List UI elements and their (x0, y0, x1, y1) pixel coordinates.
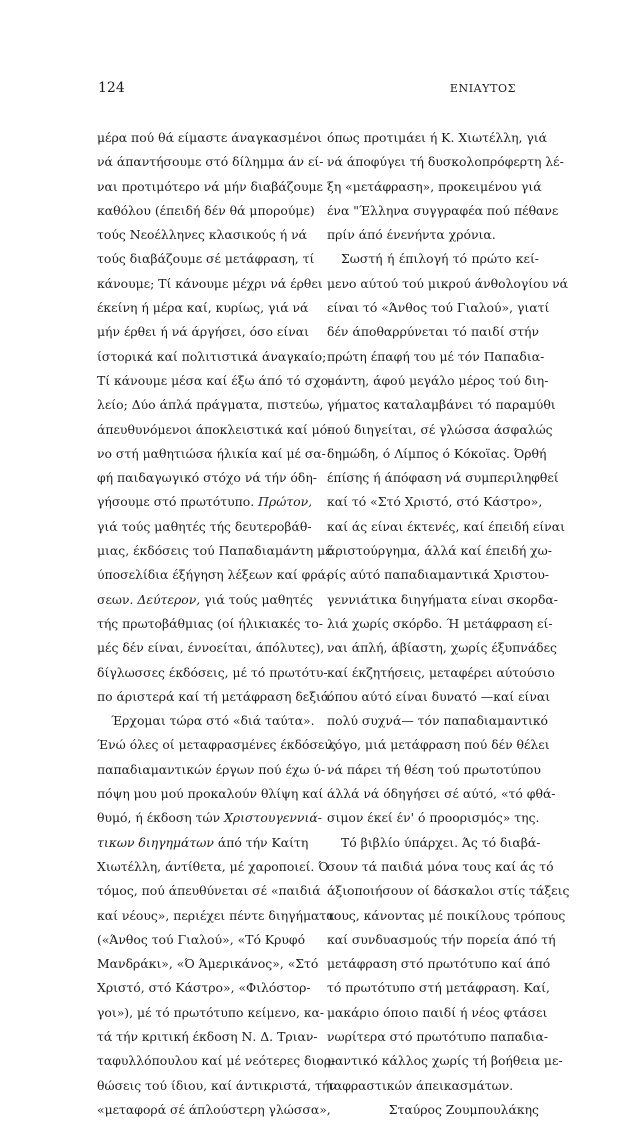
page-number: 124 (98, 80, 125, 96)
text-line: είναι τό «Άνθος τού Γιαλού», γιατί (327, 300, 550, 316)
text-line: σιμον έκεί έν' ό προορισμός» της. (327, 810, 540, 826)
text-line: μενο αύτού τού μικρού άνθολογίου νά (327, 275, 568, 291)
text-line: θυμό, ή έκδοση τών Χριστουγεννιά- (97, 810, 322, 826)
text-line: έκείνη ή μέρα καί, κυρίως, γιά νά (97, 300, 309, 316)
text-line: τικων διηγημάτων άπό τήν Καίτη (97, 834, 309, 850)
text-line: όπου αύτό είναι δυνατό —καί είναι (327, 688, 551, 704)
paragraph (327, 126, 564, 247)
text-line: ταφυλλόπουλου καί μέ νεότερες διορ- (97, 1053, 336, 1069)
text-line: λόγο, μιά μετάφραση πού δέν θέλει (327, 737, 550, 753)
running-title: ΕΝΙΑΥΤΟΣ (449, 82, 516, 95)
running-header (98, 78, 538, 102)
paragraph (327, 247, 568, 830)
text-line: Τί κάνουμε μέσα καί έξω άπό τό σχο- (97, 372, 333, 388)
text-line: μαντικό κάλλος χωρίς τή βοήθεια με- (327, 1053, 563, 1069)
text-line: τούς διαβάζουμε σέ μετάφραση, τί (97, 251, 315, 267)
text-line: ρίς αύτό παπαδιαμαντικά Χριστου- (327, 567, 550, 583)
text-line: νά άπαντήσουμε στό δίλημμα άν εί- (97, 154, 324, 170)
text-line: γεννιάτικα διηγήματα είναι σκορδα- (327, 591, 558, 607)
text-line: τής πρωτοβάθμιας (οί ήλικιακές το- (97, 615, 323, 631)
text-line: ταφραστικών άπεικασμάτων. (327, 1077, 514, 1093)
text-line: μήν έρθει ή νά άργήσει, όσο είναι (97, 324, 309, 340)
text-line: καί άς είναι έκτενές, καί έπειδή είναι (327, 518, 565, 534)
text-line: πόψη μου μού προκαλούν θλίψη καί (97, 786, 324, 802)
text-column-right (327, 126, 570, 1122)
text-line: τά τήν κριτική έκδοση Ν. Δ. Τριαν- (97, 1028, 318, 1044)
text-line: δίγλωσσες έκδόσεις, μέ τό πρωτότυ- (97, 664, 328, 680)
author-signature: Σταύρος Ζουμπουλάκης (388, 1101, 539, 1117)
text-line: σουν τά παιδιά μόνα τους καί άς τό (327, 858, 554, 874)
text-line: μακάριο όποιο παιδί ή νέος φτάσει (327, 1004, 548, 1020)
text-line: έπίσης ή άπόφαση νά συμπεριληφθεί (327, 470, 559, 486)
text-line: Έρχομαι τώρα στό «διά ταύτα». (111, 713, 315, 729)
text-line: νά άποφύγει τή δυσκολοπρόφερτη λέ- (327, 154, 564, 170)
text-line: Χιωτέλλη, άντίθετα, μέ χαροποιεί. Ό (97, 858, 329, 874)
paragraph (327, 831, 570, 1098)
text-line: Χριστό, στό Κάστρο», «Φιλόστορ- (97, 980, 311, 996)
text-line: μές δέν είναι, έννοείται, άπόλυτες), (97, 640, 325, 656)
text-line: μετάφραση στό πρωτότυπο καί άπό (327, 956, 551, 972)
text-line: πού διηγείται, σέ γλώσσα άσφαλώς (327, 421, 553, 437)
text-line: ναι προτιμότερο νά μήν διαβάζουμε (97, 178, 323, 194)
text-line: δέν άποθαρρύνεται τό παιδί στήν (327, 324, 539, 340)
text-line: Σωστή ή έπιλογή τό πρώτο κεί- (341, 251, 539, 267)
text-line: νωρίτερα στό πρωτότυπο παπαδια- (327, 1028, 549, 1044)
text-line: καί τό «Στό Χριστό, στό Κάστρο», (327, 494, 543, 510)
text-line: καί έκζητήσεις, μεταφέρει αύτούσιο (327, 664, 555, 680)
text-line: καθόλου (έπειδή δέν θά μπορούμε) (97, 202, 315, 218)
text-line: («Άνθος τού Γιαλού», «Τό Κρυφό (97, 931, 306, 947)
text-line: θώσεις τού ίδιου, καί άντικριστά, τήν (97, 1077, 337, 1093)
text-line: μέρα πού θά είμαστε άναγκασμένοι (97, 130, 322, 145)
paragraph (97, 126, 334, 709)
text-line: κάνουμε; Τί κάνουμε μέχρι νά έρθει (97, 275, 323, 291)
text-line: τό πρωτότυπο στή μετάφραση. Καί, (327, 980, 550, 996)
text-line: άξιοποιήσουν οί δάσκαλοι στίς τάξεις (327, 883, 570, 899)
text-column-left (97, 126, 337, 1122)
text-line: σεων. Δεύτερον, γιά τούς μαθητές (97, 591, 313, 607)
text-line: πο άριστερά καί τή μετάφραση δεξιά. (97, 688, 334, 704)
text-line: τόμος, πού άπευθύνεται σέ «παιδιά (97, 883, 321, 899)
text-line: ένα "Έλληνα συγγραφέα πού πέθανε (327, 202, 559, 218)
text-line: καί συνδυασμούς τήν πορεία άπό τή (327, 931, 556, 947)
text-line: μάντη, άφού μεγάλο μέρος τού διη- (327, 372, 549, 388)
text-line: Τό βιβλίο ύπάρχει. Άς τό διαβά- (341, 834, 541, 850)
text-line: καί νέους», περιέχει πέντε διηγήματα (97, 907, 335, 923)
text-line: νά πάρει τή θέση τού πρωτοτύπου (327, 761, 541, 777)
text-line: πολύ συχνά— τόν παπαδιαμαντικό (327, 713, 549, 729)
text-line: ξη «μετάφραση», προκειμένου γιά (327, 178, 542, 194)
text-line: γήματος καταλαμβάνει τό παραμύθι (327, 397, 556, 413)
text-line: άριστούργημα, άλλά καί έπειδή χω- (327, 543, 552, 559)
text-line: γιά τούς μαθητές τής δευτεροβάθ- (97, 518, 312, 534)
text-line: όπως προτιμάει ή Κ. Χιωτέλλη, γιά (327, 130, 548, 145)
text-line: άπευθυνόμενοι άποκλειστικά καί μό- (97, 421, 332, 437)
text-line: ναι άπλή, άβίαστη, χωρίς έξυπνάδες (327, 640, 558, 656)
text-line: Μανδράκι», «Ό Άμερικάνος», «Στό (97, 956, 319, 972)
text-line: γοι»), μέ τό πρωτότυπο κείμενο, κα- (97, 1004, 325, 1020)
text-line: παπαδιαμαντικών έργων πού έχω ύ- (97, 761, 326, 777)
text-line: πρώτη έπαφή του μέ τόν Παπαδια- (327, 348, 545, 364)
text-line: άλλά νά όδηγήσει σέ αύτό, «τό φθά- (327, 786, 556, 802)
text-line: ίστορικά καί πολιτιστικά άναγκαίο; (97, 348, 327, 364)
text-line: λιά χωρίς σκόρδο. Ή μετάφραση εί- (327, 615, 553, 631)
text-line: «μεταφορά σέ άπλούστερη γλώσσα», (97, 1101, 331, 1117)
text-line: λείο; Δύο άπλά πράγματα, πιστεύω, (97, 397, 324, 413)
text-line: πρίν άπό ένενήντα χρόνια. (327, 227, 496, 243)
text-line: Ένώ όλες οί μεταφρασμένες έκδόσεις (97, 737, 337, 753)
text-line: δημώδη, ό Λίμπος ό Κόκοϊας. Όρθή (327, 445, 547, 461)
text-line: φή παιδαγωγικό στόχο νά τήν όδη- (97, 470, 317, 486)
signature-block (327, 1098, 539, 1122)
text-line: τους, κάνοντας μέ ποικίλους τρόπους (327, 907, 566, 923)
text-line: γήσουμε στό πρωτότυπο. Πρώτον, (97, 494, 313, 510)
text-line: μιας, έκδόσεις τού Παπαδιαμάντη μέ (97, 543, 332, 559)
text-line: τούς Νεοέλληνες κλασικούς ή νά (97, 227, 307, 243)
paragraph (97, 709, 337, 1122)
text-line: ύποσελίδια έξήγηση λέξεων καί φρά- (97, 567, 331, 583)
text-line: νο στή μαθητιώσα ήλικία καί μέ σα- (97, 445, 326, 461)
